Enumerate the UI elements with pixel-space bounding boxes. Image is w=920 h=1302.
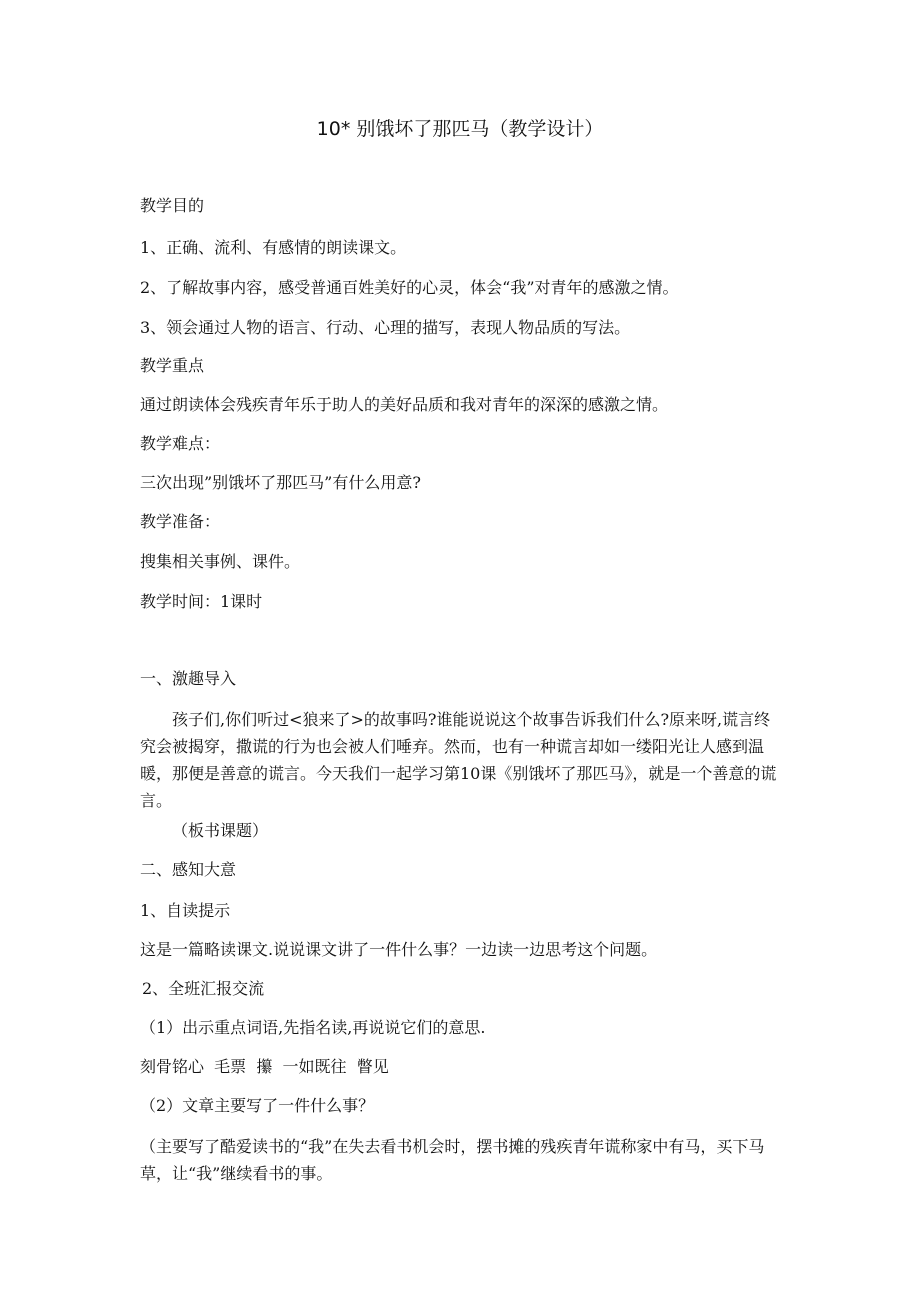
difficulty-heading: 教学难点：	[140, 434, 221, 453]
answer-paragraph: （主要写了酷爱读书的“我”在失去看书机会时，摆书摊的残疾青年谎称家中有马，买下马草，让“我”继续看书的事。	[140, 1137, 765, 1183]
board-note: （板书课题）	[172, 821, 269, 840]
vocab-list: 刻骨铭心 毛票 攥 一如既往 瞥见	[140, 1057, 389, 1076]
goals-heading: 教学目的	[140, 196, 205, 215]
section1-paragraph: 孩子们,你们听过<狼来了>的故事吗?谁能说说这个故事告诉我们什么?原来呀,谎言终究会被揭穿，撒谎的行为也会被人们唾弃。然而，也有一种谎言却如一缕阳光让人感到温暖，那便是善意的谎言。今天我们一起学习第10课《别饿坏了那匹马》，就是一个善意的谎言。	[140, 710, 777, 810]
key-text: 通过朗读体会残疾青年乐于助人的美好品质和我对青年的深深的感激之情。	[140, 395, 669, 414]
page-title: 10* 别饿坏了那匹马（教学设计）	[316, 118, 604, 140]
section2-sub1-text: 这是一篇略读课文.说说课文讲了一件什么事？一边读一边思考这个问题。	[140, 940, 658, 959]
goal-item-2: 2、了解故事内容，感受普通百姓美好的心灵，体会“我”对青年的感激之情。	[140, 278, 679, 297]
prep-text: 搜集相关事例、课件。	[140, 552, 301, 571]
time-text: 教学时间：1课时	[140, 592, 263, 611]
goal-item-3: 3、领会通过人物的语言、行动、心理的描写，表现人物品质的写法。	[140, 318, 631, 337]
section2-sub1: 1、自读提示	[140, 901, 231, 920]
prep-heading: 教学准备：	[140, 512, 221, 531]
key-heading: 教学重点	[140, 356, 205, 375]
section1-heading: 一、激趣导入	[140, 669, 237, 688]
section2-heading: 二、感知大意	[140, 860, 237, 879]
section2-sub2: 2、全班汇报交流	[142, 979, 265, 998]
question-1: （1）出示重点词语,先指名读,再说说它们的意思.	[140, 1018, 486, 1037]
goal-item-1: 1、正确、流利、有感情的朗读课文。	[140, 238, 407, 257]
question-2: （2）文章主要写了一件什么事？	[140, 1096, 375, 1115]
difficulty-text: 三次出现”别饿坏了那匹马”有什么用意?	[140, 473, 421, 492]
